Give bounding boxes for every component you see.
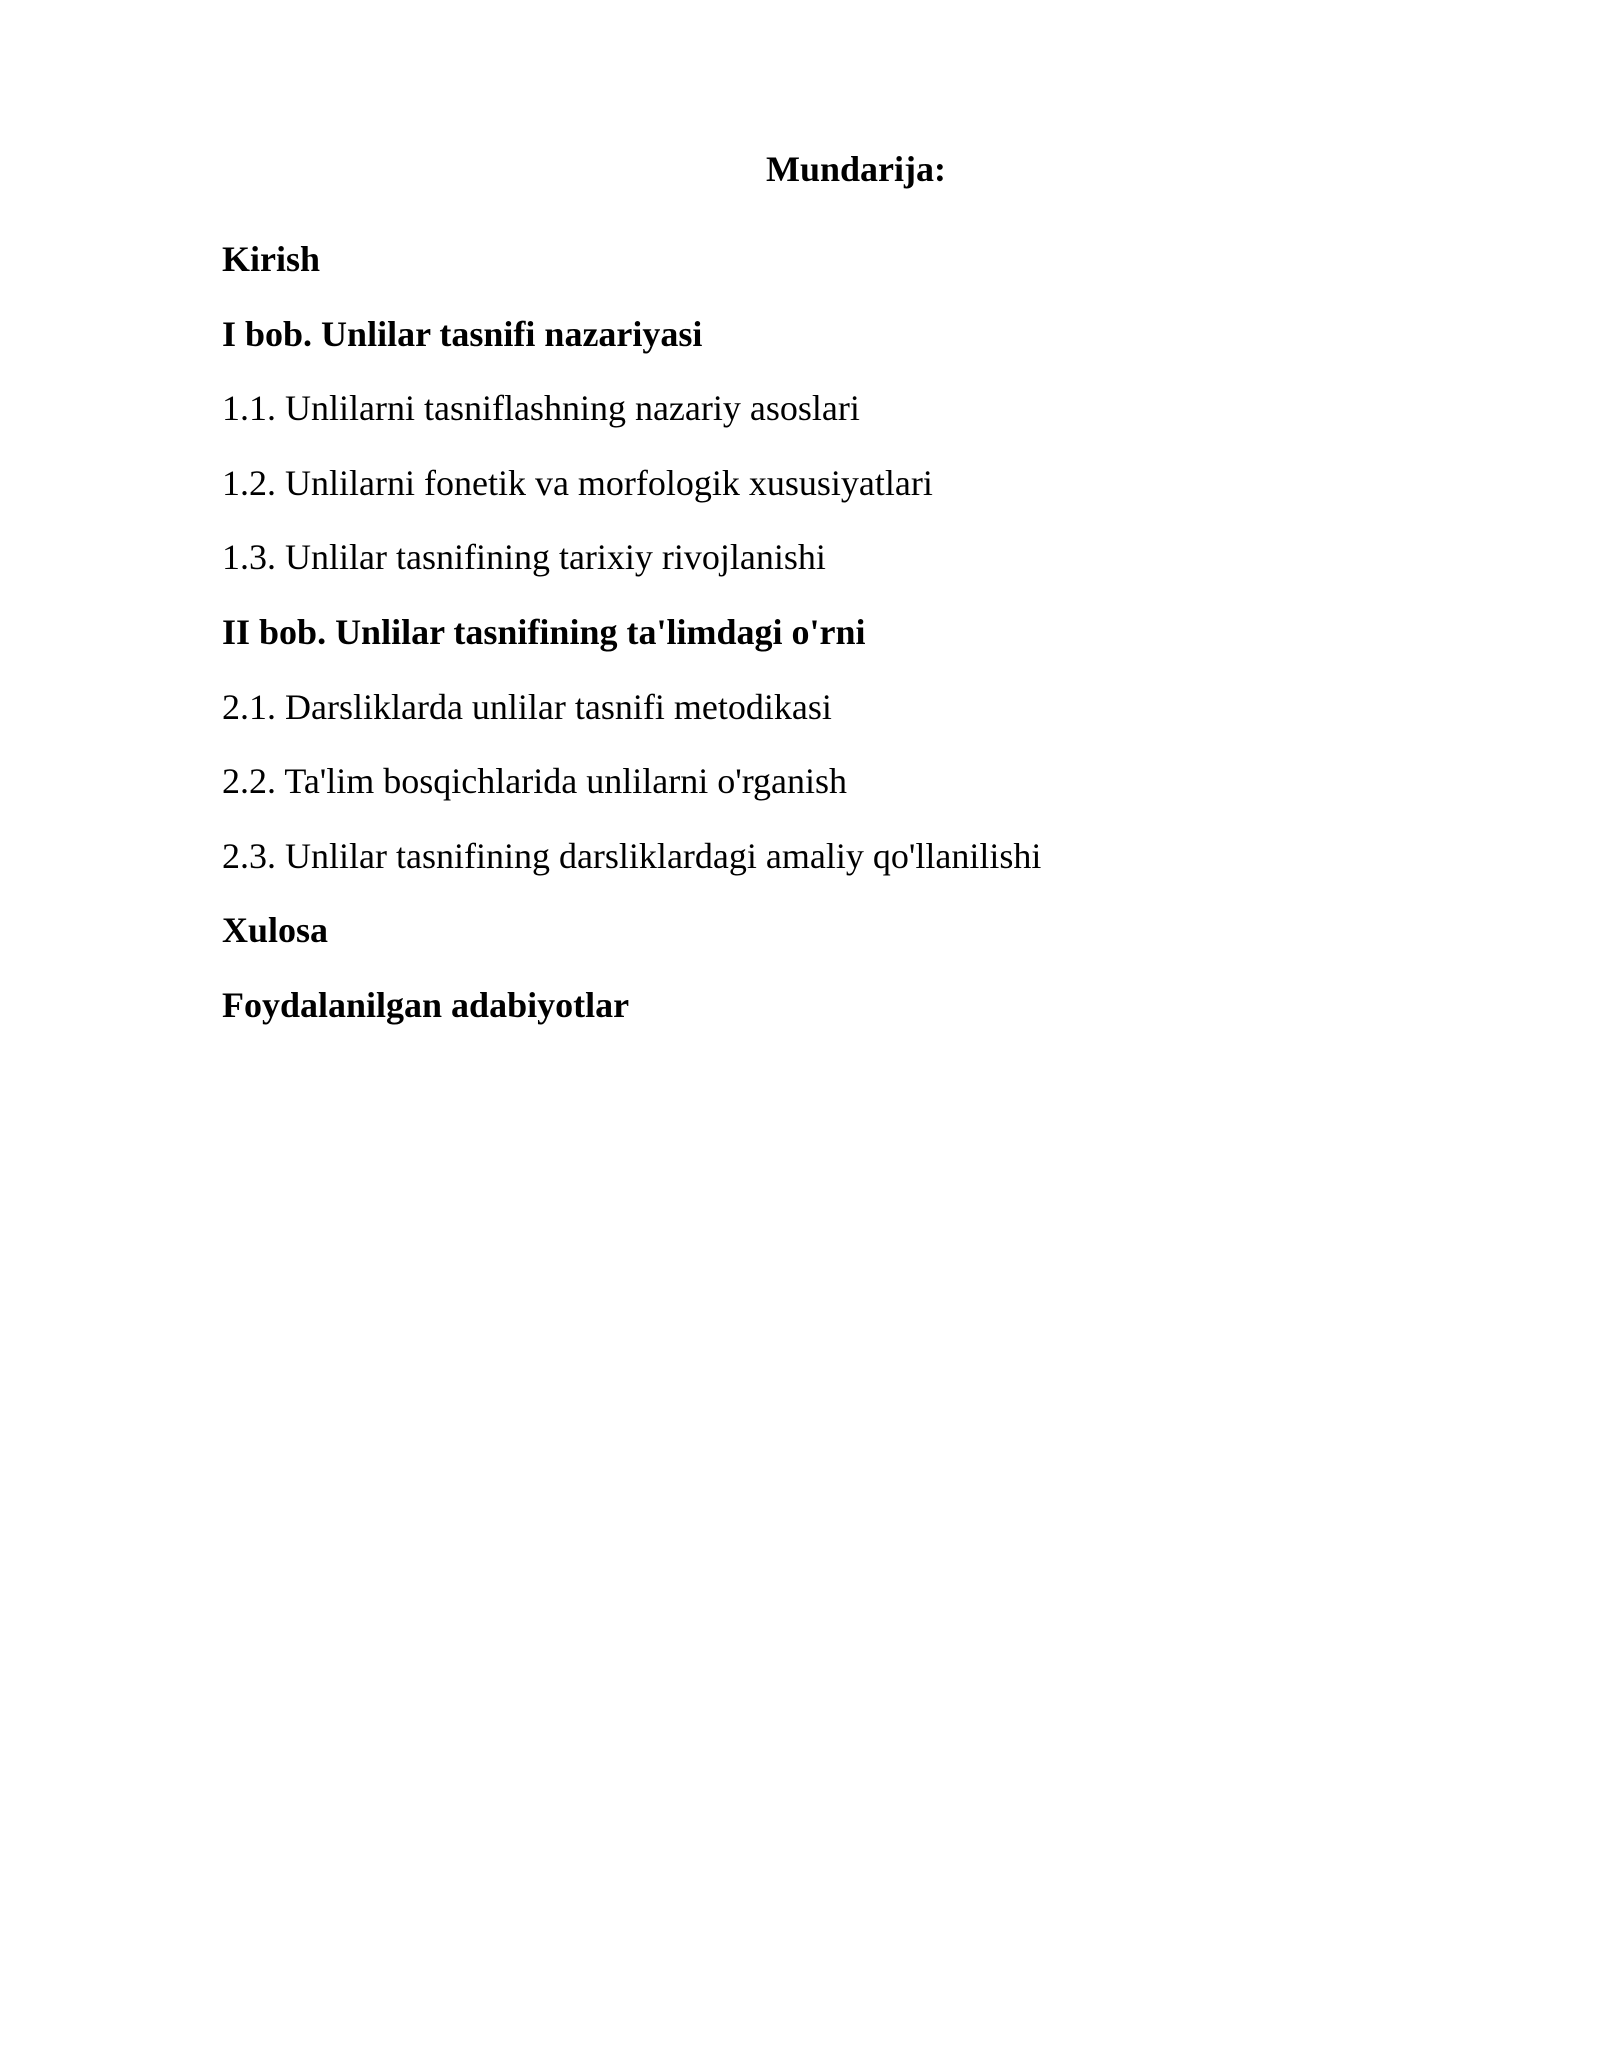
toc-section-2-1: 2.1. Darsliklarda unlilar tasnifi metodikasi <box>222 686 832 727</box>
toc-section-2-3: 2.3. Unlilar tasnifining darsliklardagi amaliy qo'llanilishi <box>222 835 1042 876</box>
toc-entry-xulosa: Xulosa <box>222 910 329 951</box>
toc-entry-references: Foydalanilgan adabiyotlar <box>222 984 630 1025</box>
toc-section-1-1: 1.1. Unlilarni tasniflashning nazariy asoslari <box>222 388 860 429</box>
toc-section-1-3: 1.3. Unlilar tasnifining tarixiy rivojlanishi <box>222 537 826 578</box>
toc-section-1-2: 1.2. Unlilarni fonetik va morfologik xususiyatlari <box>222 462 933 503</box>
toc-chapter-2: II bob. Unlilar tasnifining ta'limdagi o'rni <box>222 611 866 652</box>
toc-section-2-2: 2.2. Ta'lim bosqichlarida unlilarni o'rganish <box>222 761 848 802</box>
toc-chapter-1: I bob. Unlilar tasnifi nazariyasi <box>222 313 703 354</box>
toc-entry-kirish: Kirish <box>222 239 321 279</box>
page-title: Mundarija: <box>766 149 946 189</box>
table-of-contents <box>222 238 1422 1059</box>
